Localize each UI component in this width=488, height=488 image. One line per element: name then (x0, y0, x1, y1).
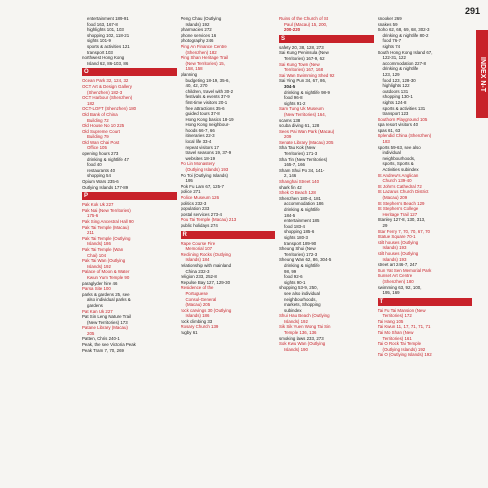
index-entry: (Macau) 209 (382, 195, 408, 200)
index-entry: food 76-7 (382, 38, 402, 44)
index-entry: Territories) 167, 168 (284, 67, 324, 73)
index-entry: food 163, 167-8 (87, 21, 118, 27)
index-entry: St Stephen's College (377, 206, 419, 212)
index-entry: Islands) 192 (185, 21, 210, 27)
index-entry: accommodation 227-8 (382, 60, 426, 66)
index-entry: 195 (185, 178, 193, 184)
index-entry: entertainment 185 (284, 218, 320, 224)
index-entry: Tai O Rock Tai Temple (377, 341, 422, 347)
index-column-2 (181, 16, 276, 488)
index-entry: neighbourhoods, (284, 296, 317, 302)
index-entry: Repulse Bay 127, 129-30 (180, 279, 231, 285)
index-entry: snooker 269 (377, 16, 402, 21)
index-entry: Splendid China (Shenzhen) (377, 133, 432, 139)
index-entry: scuba diving 61, 128 (279, 123, 320, 129)
index-entry: sights 90-1 (284, 279, 306, 285)
index-entry: Pou Tai Temple (Macau) 213 (180, 217, 237, 223)
index-entry: local life 33-4 (185, 139, 212, 145)
index-entry: religion 233, 252-8 (180, 274, 217, 280)
index-entry: Sunset Art Centre (377, 273, 413, 279)
index-entry: Old Bank of China (82, 111, 118, 117)
index-entry: smoking laws 233, 273 (279, 335, 324, 341)
index-letter-heading: T (378, 298, 473, 306)
index-entry: restaurants 40 (87, 167, 116, 173)
index-entry: Southorn Playground 105 (377, 116, 428, 122)
index-entry: festivals & events 37-9 (185, 94, 230, 100)
index-entry: (New Territories) 173 (87, 319, 128, 325)
index-entry: Pak Tai Temple (Macau) (82, 224, 129, 230)
index-entry: photography 246 (180, 38, 214, 44)
index-entry: spas 61, 63 (377, 127, 401, 133)
index-entry: Sheung Wan 62, 86, 304-5 (279, 257, 332, 263)
index-entry: transport 123 (382, 111, 409, 117)
index-entry: entertainment 189-91 (87, 16, 129, 21)
index-entry: Islands) 192 (87, 263, 111, 269)
index-entry: Shenzhen 180-4, 181 (279, 195, 321, 201)
index-entry: Paul (Macau) 15, 200, (284, 21, 328, 27)
index-entry: budgeting 18-19, 35-6, (185, 77, 230, 83)
index-entry: sights 74 (382, 43, 401, 49)
index-entry: food 96-8 (284, 95, 303, 101)
index-entry: OCT Harbour (Shenzhen) (82, 95, 133, 101)
index-entry: Temple 136, 136 (284, 330, 317, 336)
index-entry: sports & activities 121 (87, 43, 130, 49)
index-entry: OCT Art & Design Gallery (82, 83, 132, 89)
index-entry: neighbourhoods, (382, 155, 416, 161)
index-entry: Sha Tau Kok (New (279, 145, 316, 151)
index-entry: Heritage Trail 127 (382, 211, 418, 217)
index-entry: Soho 62, 68, 69, 68, 302-3 (377, 27, 430, 33)
index-entry: 2, 146 (284, 173, 297, 179)
index-entry: Territories) 161 (382, 335, 412, 341)
index-entry: food 92-6 (284, 274, 303, 280)
index-entry: public holidays 274 (180, 222, 218, 228)
index-columns (82, 16, 472, 488)
index-entry: Pat Kan Uk 227 (82, 308, 113, 314)
index-entry: postal services 273-4 (180, 211, 222, 217)
index-entry: Sai Kung Town (New (279, 61, 320, 67)
index-entry: itineraries 22-3 (185, 133, 215, 139)
index-entry: 29 (382, 222, 388, 228)
index-entry: guided tours 37-8 (185, 111, 220, 117)
index-letter-heading: O (82, 68, 177, 76)
index-column-4 (378, 16, 473, 488)
index-entry: Hong Kong basics 18-19 (185, 116, 234, 122)
index-entry: stilt houses (Outlying (377, 250, 419, 256)
index-entry: repeat visitors 17 (185, 144, 219, 150)
index-entry: 40, 42, 270 (185, 83, 208, 89)
index-entry: 184-5 (284, 212, 296, 218)
index-entry: Palace of Moon & Water (82, 269, 130, 275)
index-entry: Islands) 192 (284, 318, 308, 324)
index-entry: Consul-General (185, 296, 217, 302)
index-entry: South Hong Kong Island 67, (377, 49, 433, 55)
index-entry: Sai Ying Pun 34, 67, 86, (279, 78, 327, 84)
index-entry: 98, 99 (284, 268, 297, 274)
index-entry: outdoors 131 (382, 88, 409, 94)
index-entry: Sheung Shui (New (279, 246, 316, 252)
index-entry: drinking & nightlife 47 (87, 156, 129, 162)
index-entry: (Macau) 205 (185, 302, 211, 308)
index-entry: Police Museum 126 (180, 195, 220, 200)
index-entry: Sun Yat Sen Memorial Park (377, 267, 432, 273)
index-entry: Parsa Site 100 (82, 286, 111, 292)
index-entry: Patane Library (Macau) (82, 325, 128, 331)
index-entry: Territories) 167-9, 62 (284, 55, 325, 61)
index-entry: Chai) 104 (87, 252, 107, 258)
index-entry: Territories) 172 (382, 313, 412, 319)
index-entry: drinking & nightlife 80-2 (382, 32, 429, 38)
index-entry: (Shenzhen) 182 (185, 49, 217, 55)
index-entry: (Shenzhen) 180 (382, 278, 414, 284)
index-entry: sights 101-9 (87, 38, 111, 44)
index-entry: rock carvings 30 (Outlying (180, 307, 232, 313)
index-entry: Sham Shui Po 34, 141- (279, 167, 325, 173)
index-entry: pharmacies 272 (180, 27, 212, 33)
index-entry: Star Ferry 7, 70, 70, 67, 70 (377, 228, 430, 234)
index-entry: parks & gardens 25, see (82, 291, 130, 297)
index-entry: Ping Shan Heritage Trail (180, 55, 229, 61)
index-entry: China 232-3 (185, 268, 210, 274)
index-entry: Tai Mo Shan (New (377, 330, 414, 336)
index-entry: rock climbing 33 (180, 318, 213, 324)
index-entry: highlights 101, 103 (87, 27, 124, 33)
index-entry: Residence of the (180, 285, 214, 291)
index-entry: Office 105 (87, 145, 107, 151)
index-entry: Pat Sin Leng Nature Trail (82, 314, 132, 320)
index-entry: politics 232-3 (180, 200, 207, 206)
index-entry: stilt houses (Outlying (377, 239, 419, 245)
index-entry: Statue Square 70-1 (377, 234, 416, 240)
index-entry: Hong Kong neighbour- (185, 122, 230, 128)
index-entry: Opium Wars 235-6 (82, 179, 119, 185)
index-entry: Sam Tung Uk Museum (279, 106, 324, 112)
index-entry: Ruins of the Church of St (279, 16, 329, 21)
index-entry: 195, 169 (382, 290, 400, 296)
index-entry: accommodation 186 (284, 201, 324, 207)
index-entry: individual (382, 150, 401, 156)
index-entry: shark fin 42 (279, 184, 302, 190)
index-entry: 123, 129 (382, 71, 400, 77)
index-entry: (New Territories) 164, (284, 111, 326, 117)
index-entry: 165-7, 166 (284, 162, 305, 168)
index-entry: St John's Cathedral 72 (377, 183, 422, 189)
index-entry: shopping 53-9, 250, (279, 285, 318, 291)
index-entry: opening hours 273 (82, 151, 119, 157)
index-entry: gardens (87, 302, 103, 308)
index-entry: sights 180-3 (284, 234, 308, 240)
index-entry: planning (180, 71, 198, 77)
index-entry: hoods 66-7, 66 (185, 127, 215, 133)
index-entry: travel seasons 19, 37-9 (185, 150, 232, 156)
index-entry: Peak Tram 7, 70, 269 (82, 347, 124, 353)
index-entry: also individual parks & (87, 297, 131, 303)
index-entry: swimming 63, 92, 100, (377, 284, 422, 290)
index-entry: Tai O (Outlying Islands) 192 (377, 352, 432, 358)
index-entry: Pak Kok Uk 227 (82, 202, 114, 208)
index-entry: Tai Hang 105 (377, 318, 404, 324)
index-entry: Rosary Church 139 (180, 324, 219, 330)
index-entry: Old Wan Chai Post (82, 139, 120, 145)
index-entry: Memorial 107 (185, 246, 213, 252)
index-entry: Building 79 (87, 134, 109, 140)
index-entry: Ocean Park 32, 124, 32 (82, 78, 129, 84)
index-entry: food 123, 128-30 (382, 77, 416, 83)
index-entry: paraglyder hire 46 (82, 280, 118, 286)
index-entry: shopping 102, 118-21 (87, 32, 130, 38)
index-entry: highlights 122 (382, 83, 410, 89)
index-entry: St Stephen's Beach 129 (377, 200, 425, 206)
index-entry: Old Supreme Court (82, 128, 120, 134)
index-entry: St Lazarus Church District (377, 189, 429, 195)
index-entry: first-time visitors 20-1 (185, 99, 228, 105)
index-entry: 304-5 (284, 83, 296, 89)
index-entry: transport 103 (87, 49, 113, 55)
index-entry: phone services 16 (180, 32, 217, 38)
index-letter-heading: R (181, 231, 276, 239)
index-entry: Pak Tai Wan (Outlying (82, 258, 126, 264)
index-entry: Po Lin Monastery (180, 161, 215, 167)
index-entry: sights 124-8 (382, 99, 407, 105)
index-entry: sports & activities 131 (382, 105, 426, 111)
index-entry: Island 62, 86-103, 86 (87, 60, 129, 66)
index-entry: spa resort visitors 40 (377, 122, 419, 128)
index-letter-heading: S (279, 35, 374, 43)
index-entry: Sees Pai Wan Park (Macau) (279, 128, 335, 134)
index-entry: (Outlying Islands) 192 (382, 346, 426, 352)
index-entry: 182 (87, 100, 95, 106)
index-entry: Pok Fu Lam 67, 125-7 (180, 183, 224, 189)
index-entry: population 233 (180, 206, 210, 212)
index-entry: shopping 130-1 (382, 94, 413, 100)
index-entry: Pak Tai Temple (Wan (82, 246, 124, 252)
index-entry: food 183-4 (284, 223, 305, 229)
index-entry: 175-6 (87, 213, 99, 219)
index-entry: Tai Kwun 11, 17, 71, 71, 71 (377, 324, 431, 330)
index-entry: northwest Hong Kong (82, 55, 125, 61)
index-entry: children, travel with 30-2 (185, 88, 234, 94)
index-entry: Islands) 193 (382, 245, 407, 251)
index-entry: Territories) 171-3 (284, 151, 318, 157)
index-entry: 205 (87, 330, 95, 336)
index-entry: Building 72 (87, 117, 109, 123)
index-entry: Tai Fu Tai Mansion (New (377, 307, 426, 313)
index-entry: Islands) 186 (185, 313, 210, 319)
index-entry: Sok Kwu Wan (Outlying (279, 341, 326, 347)
index-entry: rugby 61 (180, 330, 198, 336)
index-entry: 211 (87, 230, 94, 236)
index-entry: Islands) 186 (87, 241, 111, 247)
index-entry: 200-220 (284, 27, 301, 33)
index-entry: Sha Tin (New Territories) (279, 156, 328, 162)
index-entry: Pak Nai (New Territories) (82, 207, 131, 213)
index-column-1 (82, 16, 177, 488)
index-entry: drinking & nightlife (382, 66, 419, 72)
index-entry: (Shenzhen) 182-3 (87, 89, 123, 95)
index-entry: Islands) 190 (284, 346, 308, 352)
index-entry: sports, Sports & (382, 161, 414, 167)
index-entry: Po Toi (Outlying Islands) (180, 172, 229, 178)
index-entry: drinking & nightlife 98-9 (284, 89, 330, 95)
index-entry: Sai Kung Peninsula (New (279, 50, 329, 56)
index-entry: 158, 158 (185, 66, 203, 72)
index-entry: sports 59-63, see also (377, 144, 421, 150)
index-entry: Outlying Islands 177-89 (82, 184, 129, 190)
index-column-3 (279, 16, 374, 488)
index-entry: Sai Wan Swimming Shed 92 (279, 72, 335, 78)
index-entry: 209 (284, 134, 292, 140)
index-entry: 183 (382, 139, 390, 145)
index-entry: Senate Library (Macau) 205 (279, 139, 334, 145)
index-entry: websites 18-19 (185, 155, 216, 161)
index-entry: Patten, Chris 240-1 (82, 336, 120, 342)
index-entry: drinking & nightlife (284, 262, 320, 268)
index-letter-heading: P (82, 192, 177, 200)
index-entry: food 40 (87, 162, 102, 168)
index-entry: Kwun Yum Temple 90 (87, 274, 130, 280)
index-entry: Islands) 193 (382, 256, 407, 262)
index-entry: Territories) 172-3 (284, 251, 318, 257)
index-entry: street art 246-7, 247 (377, 262, 418, 268)
index-entry: Old House No 10 225 (82, 123, 125, 129)
index-entry: Stanley 127-8, 130, 313, (377, 217, 426, 223)
index-entry: Shek O Beach 128 (279, 190, 316, 196)
index-entry: shopping 185-6 (284, 229, 315, 235)
index-entry: Ping An Finance Centre (180, 43, 227, 49)
index-entry: safety 20, 38, 128, 273 (279, 44, 324, 50)
index-entry: relationship with mainland (180, 262, 232, 268)
index-entry: transport 189-90 (284, 240, 317, 246)
index-entry: drinking & nightlife (284, 207, 320, 212)
index-entry: (Outlying Islands) 193 (185, 167, 229, 173)
index-entry: Islands) 184 (185, 257, 210, 263)
index-entry: Shui Hau Beach (Outlying (279, 313, 330, 319)
index-entry: Pak Sing Ancestral Hall 90 (82, 219, 134, 224)
index-entry: Portuguese (185, 290, 208, 296)
index-entry: (New Territories) 15, (185, 60, 225, 66)
index-entry: Church 139-40 (382, 178, 412, 184)
index-entry: Pak Tai Temple (Outlying (82, 235, 131, 241)
index-entry: free attractions 35-6 (185, 105, 225, 111)
index-entry: Reclining Rocks (Outlying (180, 251, 231, 257)
index-entry: St Andrew's Anglican (377, 172, 419, 178)
index-entry: Activities subindex (382, 167, 419, 173)
index-entry: Rape Course Fire (180, 240, 216, 246)
index-entry: markets, Shopping (284, 302, 321, 308)
index-entry: Shanghai Street 140 (279, 179, 320, 185)
index-entry: Sik Sik Yuen Wong Tai Sin (279, 324, 331, 330)
index-entry: shopping 54 (87, 173, 111, 179)
index-entry: subindex (284, 307, 302, 313)
index-entry: snakes 59 (377, 21, 398, 27)
index-entry: police 271 (180, 189, 201, 195)
index-entry: OCT-LOFT (Shenzhen) 180 (82, 106, 137, 112)
index-entry: Peng Chau (Outlying (180, 16, 222, 21)
index-entry: sights 91-2 (284, 100, 306, 106)
index-side-tab: INDEX N-T (476, 30, 488, 118)
index-entry: Peak, the see Victoria Peak (82, 342, 136, 348)
index-entry: 122-31, 122 (382, 55, 406, 61)
index-entry: scams 138 (279, 117, 301, 123)
index-entry: see also individual (284, 290, 320, 296)
page-number: 291 (464, 6, 480, 16)
